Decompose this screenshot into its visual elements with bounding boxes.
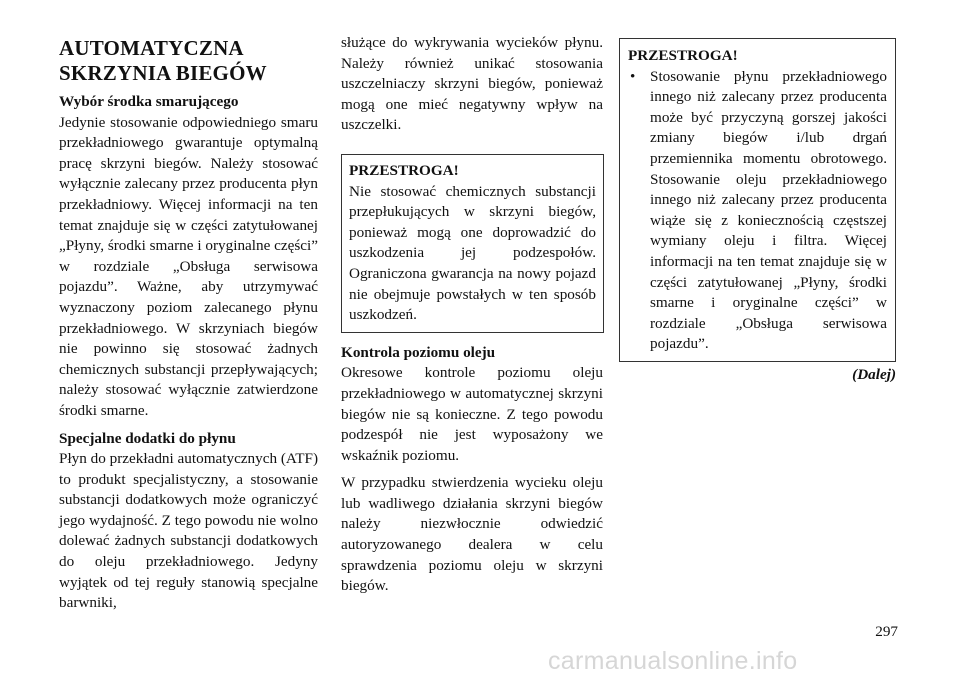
column-right [619,38,896,385]
section-body-oil-level: Okresowe kontrole poziomu oleju przekładniowego w automatycznej skrzyni biegów nie są konieczne. Z tego powodu podzespół nie jest wyposażony we wskaźnik poziomu. [341,364,603,464]
warning-title: PRZESTROGA! [349,161,459,179]
continued-label: (Dalej) [852,365,896,383]
section-body-lubricant: Jedynie stosowanie odpowiedniego smaru przekładniowego gwarantuje optymalną pracę skrzyni biegów. Należy stosować wyłącznie zalecany przez producenta płyn przekładniowy. Więcej informacji na ten temat znajduje się w części zatytułowanej „Płyny, środki smarne i oryginalne części” w rozdziale „Obsługa serwisowa pojazdu”. Ważne, aby utrzymywać wyznaczony poziom zalecanego płynu przekładniowego. W skrzyniach biegów nie powinno się stosować żadnych chemicznych substancji przepływających; należy stosować wyłącznie zatwierdzone środki smarne. [59,113,318,419]
page-title [59,36,318,86]
warning-bullet-text: Stosowanie płynu przekładniowego innego niż zalecany przez producenta może być przyczyną gorszej jakości zmiany biegów i/lub drgań przemiennika momentu obrotowego. Stosowanie oleju przekładniowego innego niż zalecany przez producenta wiąże się z koniecznością częstszej wymiany oleju i filtra. Więcej informacji na ten temat znajduje się w części zatytułowanej „Płyny, środki smarne i oryginalne części” w rozdziale „Obsługa serwisowa pojazdu”. [650,67,887,353]
section-body-additives: Płyn do przekładni automatycznych (ATF) to produkt specjalistyczny, a stosowanie substancji dodatkowych może ograniczyć jego wydajność. Z tego powodu nie wolno dolewać żadnych substancji dodatkowych do oleju przekładniowego. Jedyny wyjątek od tej reguły stanowią specjalne barwniki, [59,450,318,612]
warning-box-flushing [341,154,604,333]
watermark: carmanualsonline.info [548,647,798,675]
section-heading-lubricant: Wybór środka smarującego [59,93,239,110]
warning-title: PRZESTROGA! [628,47,738,64]
bullet-icon: • [630,67,636,85]
continuation-paragraph: służące do wykrywania wycieków płynu. Należy również unikać stosowania uszczelniaczy skrzyni biegów, ponieważ mogą one mieć negatywny wpływ na uszczelki. [341,34,603,134]
column-left [59,36,318,614]
page-number: 297 [875,623,898,640]
warning-body: Nie stosować chemicznych substancji przepłukujących w skrzyni biegów, ponieważ mogą one doprowadzić do uszkodzenia jej podzespołów. Ograniczona gwarancja na nowy pojazd nie obejmuje powstałych w ten sposób uszkodzeń. [349,182,596,324]
section-heading-additives: Specjalne dodatki do płynu [59,429,236,447]
section-heading-oil-level: Kontrola poziomu oleju [341,343,496,361]
title-line-1: AUTOMATYCZNA [59,36,244,60]
warning-bullet-item [628,67,887,355]
section-body-leak: W przypadku stwierdzenia wycieku oleju lub wadliwego działania skrzyni biegów należy niezwłocznie odwiedzić autoryzowanego dealera w celu sprawdzenia poziomu oleju w skrzyni biegów. [341,474,603,595]
column-middle [341,33,603,597]
warning-box-fluid-type [619,38,896,362]
title-line-2: SKRZYNIA BIEGÓW [59,61,267,85]
